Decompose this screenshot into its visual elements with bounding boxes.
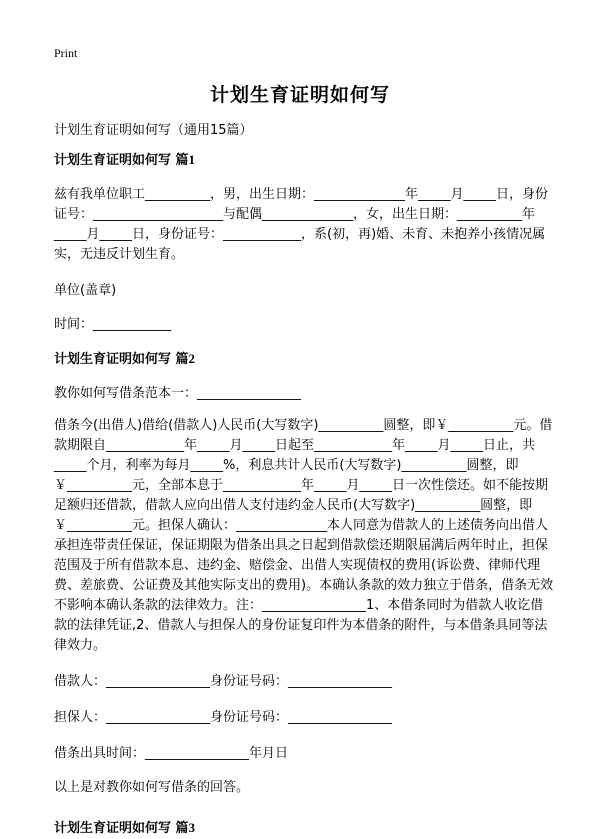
section-heading-1: 计划生育证明如何写 篇1 [54, 152, 196, 168]
closing-line: 以上是对教你如何写借条的回答。 [54, 780, 250, 795]
guarantor-line: 担保人：________________身份证号码：________________ [54, 710, 393, 725]
issue-time-line: 借条出具时间：________________年月日 [54, 746, 289, 761]
print-label: Print [54, 46, 78, 60]
document-subtitle: 计划生育证明如何写（通用15篇） [54, 123, 253, 138]
section-heading-3: 计划生育证明如何写 篇3 [54, 820, 196, 836]
borrower-line: 借款人：________________身份证号码：________________ [54, 674, 393, 689]
unit-seal-line: 单位(盖章) [54, 283, 117, 298]
time-line: 时间：____________ [54, 317, 172, 332]
section-heading-2: 计划生育证明如何写 篇2 [54, 351, 196, 367]
loan-template-intro: 教你如何写借条范本一：________________ [54, 386, 302, 401]
document-body [54, 150, 554, 839]
section-1-paragraph: 兹有我单位职工__________，男，出生日期：______________年_____月_____日，身份证号：____________________与配偶______________，女，出生日期：__________年_____月_____日，身份证号：____________，系(初，再)婚、未育、未抱养小孩情况属实，无违反计划生育。 [54, 187, 549, 262]
section-2-paragraph: 借条今(出借人)借给(借款人)人民币(大写数字)__________圆整，即￥__________元。借款期限自____________年_____月_____日起至____________年_____月_____日止，共_____个月，利率为每月_____%，利息共计人民币(大写数字)__________圆整，即￥__________元，全部本息于____________年_____月_____日一次性偿还。如不能按期足额归还借款，借款人应向出借人支付违约金人民币(大写数字)__________圆整，即￥__________元。担保人确认：______________本人同意为借款人的上述债务向出借人承担连带责任保证，保证期限为借条出具之日起到借款偿还期限届满后两年时止，担保范围及于所有借款本息、违约金、赔偿金、出借人实现债权的费用(诉讼费、律师代理费、差旅费、公证费及其他实际支出的费用)。本确认条款的效力独立于借条，借条无效不影响本确认条款的法律效力。注：________________1、本借条同时为借款人收讫借款的法律凭证,2、借款人与担保人的身份证复印件为本借条的附件，与本借条具同等法律效力。 [54, 418, 554, 653]
page-title: 计划生育证明如何写 [209, 84, 390, 106]
